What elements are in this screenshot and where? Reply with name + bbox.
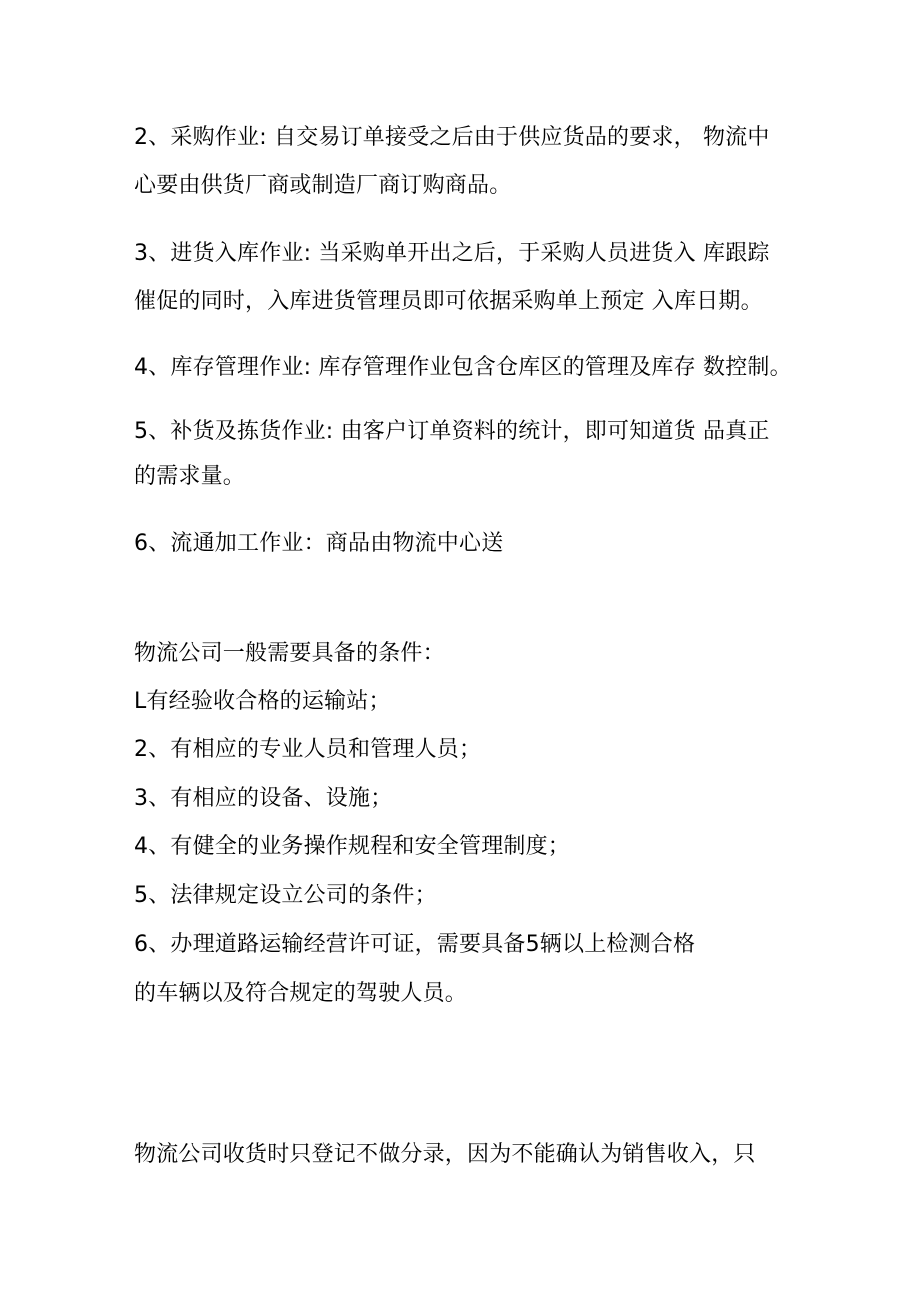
text-line-procurement: 2、采购作业: 自交易订单接受之后由于供应货品的要求， 物流中 <box>134 125 770 150</box>
text-line-receiving: 3、进货入库作业: 当采购单开出之后，于采购人员进货入 库跟踪 <box>134 241 770 266</box>
section-heading-requirements: 物流公司一般需要具备的条件： <box>134 641 445 666</box>
requirement-item-2: 2、有相应的专业人员和管理人员； <box>134 737 482 762</box>
requirement-item-4: 4、有健全的业务操作规程和安全管理制度； <box>134 834 570 859</box>
text-line-procurement-cont: 心要由供货厂商或制造厂商订购商品。 <box>134 173 512 198</box>
requirement-item-6: 6、办理道路运输经营许可证，需要具备5辆以上检测合格 <box>134 932 696 957</box>
text-line-processing: 6、流通加工作业：商品由物流中心送 <box>134 531 504 556</box>
text-line-receiving-accounting: 物流公司收货时只登记不做分录，因为不能确认为销售收入，只 <box>134 1142 756 1167</box>
text-line-receiving-cont: 催促的同时，入库进货管理员即可依据采购单上预定 入库日期。 <box>134 289 763 314</box>
requirement-item-6-cont: 的车辆以及符合规定的驾驶人员。 <box>134 981 468 1006</box>
requirement-item-1: L有经验收合格的运输站； <box>134 689 391 714</box>
text-line-inventory: 4、库存管理作业: 库存管理作业包含仓库区的管理及库存 数控制。 <box>134 355 792 380</box>
text-line-replenishment: 5、补货及拣货作业: 由客户订单资料的统计，即可知道货 品真正 <box>134 419 770 444</box>
text-line-replenishment-cont: 的需求量。 <box>134 464 246 489</box>
requirement-item-5: 5、法律规定设立公司的条件； <box>134 883 437 908</box>
requirement-item-3: 3、有相应的设备、设施； <box>134 786 393 811</box>
